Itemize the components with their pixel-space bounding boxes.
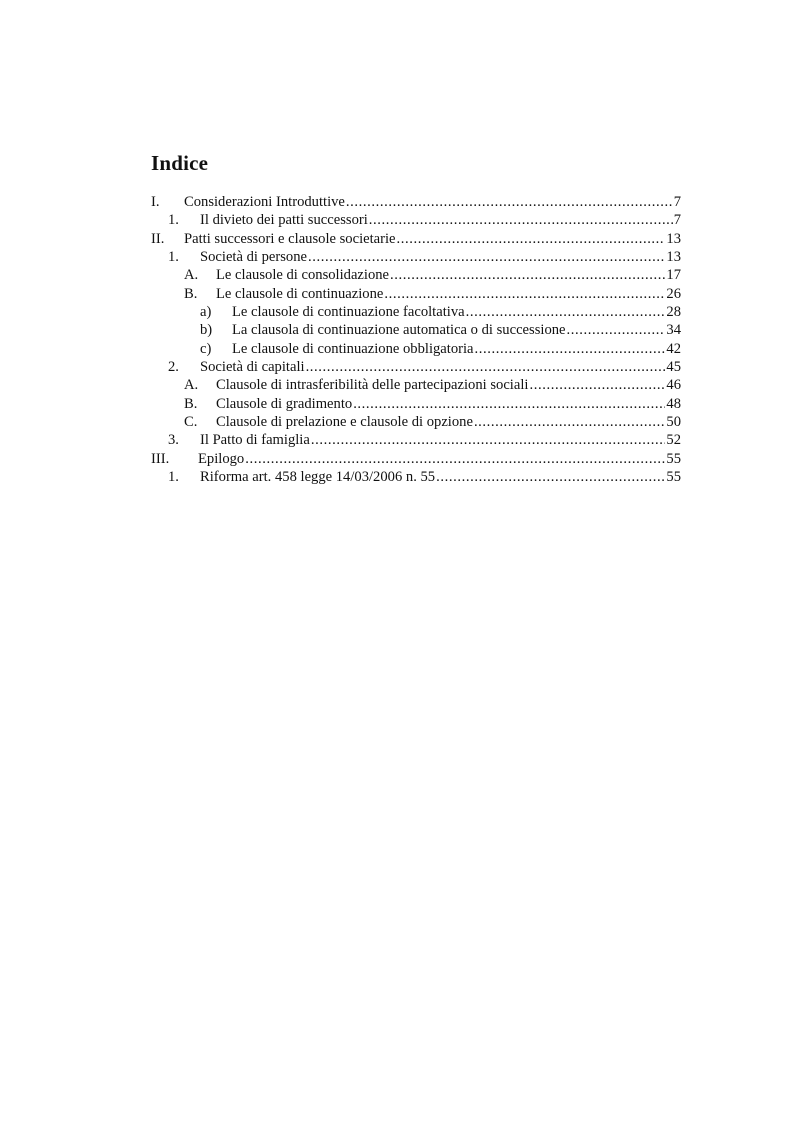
toc-entry-number: B. <box>184 285 198 302</box>
toc-leader-dots <box>397 230 666 248</box>
toc-entry-section-1-1[interactable] <box>151 211 681 229</box>
toc-entry-subsection-2-1-b[interactable] <box>151 285 681 303</box>
toc-entry-page[interactable]: 46 <box>666 377 681 394</box>
toc-entry-title[interactable]: Le clausole di continuazione obbligatoria <box>232 340 474 357</box>
toc-entry-section-2-3[interactable] <box>151 431 681 449</box>
toc-entry-page[interactable]: 42 <box>666 340 681 357</box>
toc-entry-section-3-1[interactable] <box>151 468 681 486</box>
toc-entry-section-2-1[interactable] <box>151 248 681 266</box>
toc-entry-title[interactable]: Clausole di gradimento <box>216 395 353 412</box>
toc-entry-item-b[interactable] <box>151 321 681 339</box>
toc-entry-title[interactable]: Clausole di intrasferibilità delle partecipazioni sociali <box>216 377 529 394</box>
toc-leader-dots <box>245 450 665 468</box>
toc-entry-chapter-3[interactable] <box>151 450 681 468</box>
toc-entry-number: 3. <box>168 432 179 449</box>
toc-entry-page[interactable]: 50 <box>666 414 681 431</box>
toc-entry-page[interactable]: 45 <box>666 359 681 376</box>
toc-entry-number: b) <box>200 322 213 339</box>
toc-entry-subsection-2-2-b[interactable] <box>151 395 681 413</box>
toc-entry-title[interactable]: Epilogo <box>198 450 245 467</box>
toc-entry-page[interactable]: 28 <box>666 304 681 321</box>
toc-entry-page[interactable]: 55 <box>666 469 681 486</box>
toc-leader-dots <box>529 376 665 394</box>
toc-entry-number: C. <box>184 414 198 431</box>
toc-entry-number: A. <box>184 267 199 284</box>
toc-entry-chapter-1[interactable] <box>151 193 681 211</box>
toc-entry-page[interactable]: 48 <box>666 395 681 412</box>
toc-leader-dots <box>466 303 666 321</box>
toc-entry-number: I. <box>151 194 160 210</box>
toc-entry-number: II. <box>151 230 165 247</box>
table-of-contents <box>151 193 681 487</box>
toc-entry-number: 2. <box>168 359 179 376</box>
toc-leader-dots <box>390 266 665 284</box>
toc-leader-dots <box>346 193 673 211</box>
toc-leader-dots <box>384 285 665 303</box>
toc-entry-page[interactable]: 52 <box>666 432 681 449</box>
toc-entry-number: B. <box>184 395 198 412</box>
toc-leader-dots <box>474 413 665 431</box>
toc-leader-dots <box>353 395 665 413</box>
toc-entry-title[interactable]: Riforma art. 458 legge 14/03/2006 n. 55 <box>200 469 436 486</box>
toc-leader-dots <box>567 321 666 339</box>
toc-entry-item-a[interactable] <box>151 303 681 321</box>
toc-entry-number: c) <box>200 340 212 357</box>
toc-entry-number: 1. <box>168 212 179 229</box>
toc-entry-number: A. <box>184 377 199 394</box>
toc-entry-number: 1. <box>168 469 179 486</box>
toc-entry-title[interactable]: Le clausole di continuazione <box>216 285 384 302</box>
toc-entry-page[interactable]: 26 <box>666 285 681 302</box>
toc-entry-page[interactable]: 13 <box>666 249 681 266</box>
toc-entry-page[interactable]: 13 <box>666 230 681 247</box>
toc-entry-title[interactable]: Il divieto dei patti successori <box>200 212 368 229</box>
page-title: Indice <box>151 151 209 175</box>
toc-leader-dots <box>306 358 666 376</box>
toc-entry-title[interactable]: Società di capitali <box>200 359 305 376</box>
toc-leader-dots <box>369 211 673 229</box>
toc-entry-title[interactable]: Società di persone <box>200 249 307 266</box>
toc-entry-subsection-2-2-c[interactable] <box>151 413 681 431</box>
toc-entry-page[interactable]: 17 <box>666 267 681 284</box>
toc-entry-section-2-2[interactable] <box>151 358 681 376</box>
toc-leader-dots <box>475 340 666 358</box>
toc-entry-title[interactable]: Clausole di prelazione e clausole di opzione <box>216 414 473 431</box>
toc-leader-dots <box>308 248 665 266</box>
toc-entry-subsection-2-1-a[interactable] <box>151 266 681 284</box>
toc-entry-item-c[interactable] <box>151 340 681 358</box>
toc-entry-page[interactable]: 34 <box>666 322 681 339</box>
toc-entry-title[interactable]: Patti successori e clausole societarie <box>184 230 396 247</box>
toc-entry-title[interactable]: Il Patto di famiglia <box>200 432 310 449</box>
toc-leader-dots <box>436 468 665 486</box>
toc-entry-title[interactable]: La clausola di continuazione automatica o di successione <box>232 322 566 339</box>
toc-entry-page[interactable]: 55 <box>666 450 681 467</box>
toc-entry-subsection-2-2-a[interactable] <box>151 376 681 394</box>
toc-entry-page[interactable]: 7 <box>673 194 681 210</box>
toc-entry-title[interactable]: Considerazioni Introduttive <box>184 194 345 210</box>
toc-leader-dots <box>311 431 666 449</box>
toc-entry-chapter-2[interactable] <box>151 230 681 248</box>
toc-entry-number: a) <box>200 304 212 321</box>
toc-entry-title[interactable]: Le clausole di consolidazione <box>216 267 390 284</box>
toc-entry-number: 1. <box>168 249 179 266</box>
toc-entry-page[interactable]: 7 <box>673 212 681 229</box>
toc-entry-number: III. <box>151 450 170 467</box>
toc-entry-title[interactable]: Le clausole di continuazione facoltativa <box>232 304 465 321</box>
